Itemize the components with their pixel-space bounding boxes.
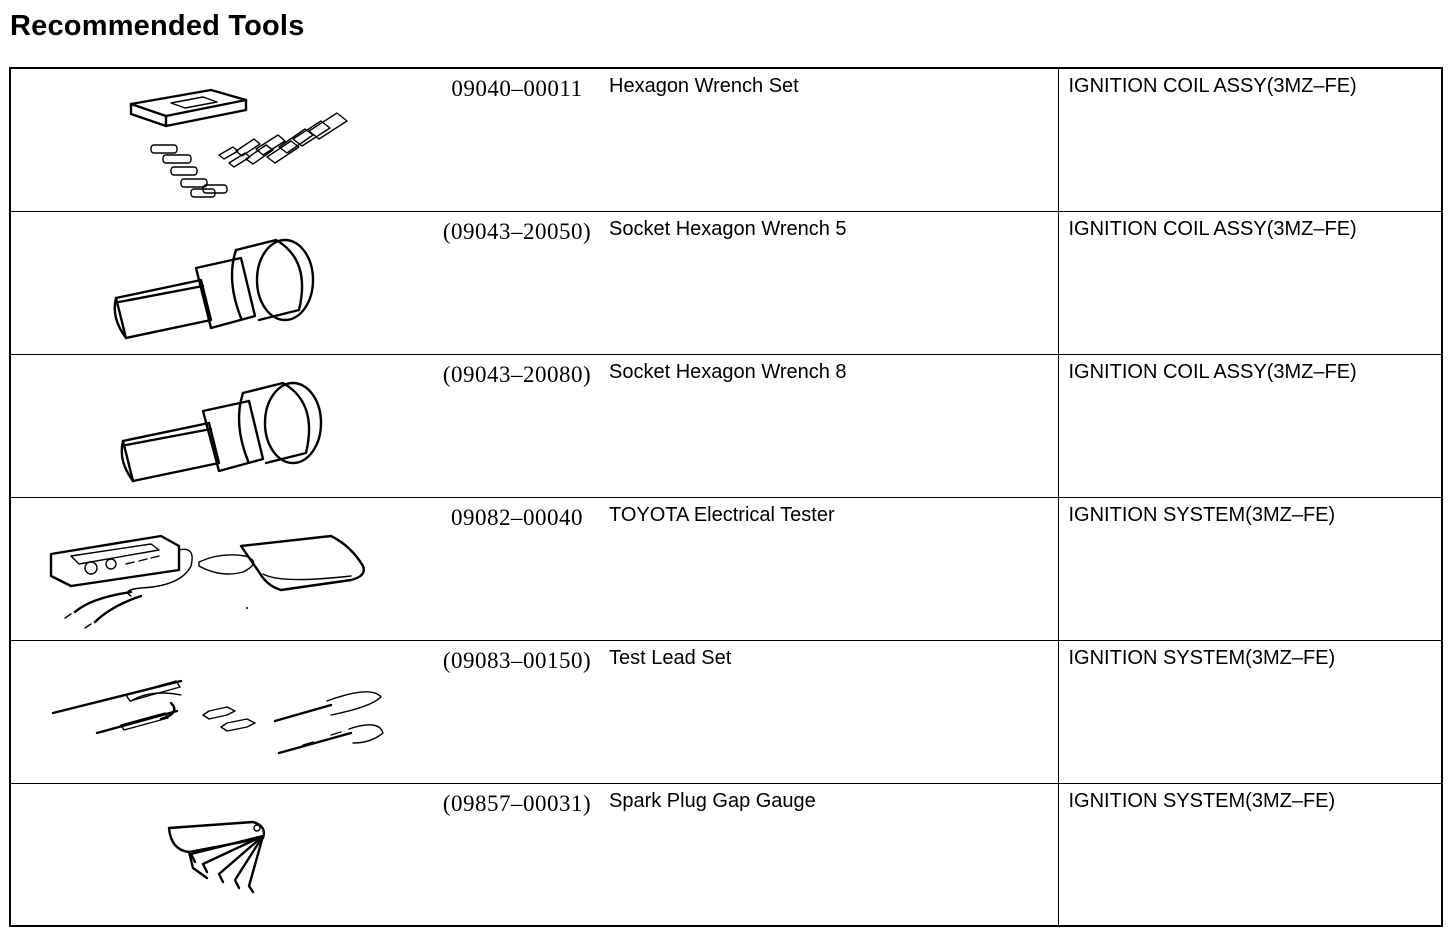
tool-cell <box>10 68 1058 211</box>
tool-name: Spark Plug Gap Gauge <box>609 789 816 812</box>
tool-name: Test Lead Set <box>609 646 732 669</box>
tool-name: Socket Hexagon Wrench 5 <box>609 217 847 240</box>
tool-usage: IGNITION COIL ASSY(3MZ–FE) <box>1068 75 1357 97</box>
usage-cell <box>1058 211 1442 354</box>
tool-cell <box>10 211 1058 354</box>
tool-name: Socket Hexagon Wrench 8 <box>609 360 847 383</box>
tool-usage: IGNITION SYSTEM(3MZ–FE) <box>1068 646 1336 669</box>
hexagon-wrench-set-illustration <box>31 77 411 205</box>
table-row <box>10 211 1442 354</box>
tool-usage: IGNITION COIL ASSY(3MZ–FE) <box>1068 360 1357 383</box>
tool-usage: IGNITION SYSTEM(3MZ–FE) <box>1068 789 1336 812</box>
usage-cell <box>1058 354 1442 497</box>
part-number: (09043–20080) <box>442 361 592 387</box>
usage-cell <box>1058 640 1442 783</box>
part-number: (09043–20050) <box>442 218 592 244</box>
test-lead-set-illustration <box>31 649 411 777</box>
part-number: 09082–00040 <box>451 504 583 530</box>
tool-cell <box>10 497 1058 640</box>
tool-cell <box>10 354 1058 497</box>
part-number: (09083–00150) <box>442 647 592 673</box>
tool-name: Hexagon Wrench Set <box>609 75 799 97</box>
tools-table <box>9 67 1443 927</box>
usage-cell <box>1058 68 1442 211</box>
tool-cell <box>10 783 1058 926</box>
socket-hexagon-wrench-illustration <box>31 363 411 491</box>
table-row <box>10 68 1442 211</box>
tool-cell <box>10 640 1058 783</box>
page-title: Recommended Tools <box>10 10 305 42</box>
tool-name: TOYOTA Electrical Tester <box>609 503 835 526</box>
table-row <box>10 783 1442 926</box>
tool-usage: IGNITION SYSTEM(3MZ–FE) <box>1068 503 1336 526</box>
socket-hexagon-wrench-illustration <box>31 220 411 348</box>
tool-usage: IGNITION COIL ASSY(3MZ–FE) <box>1068 217 1357 240</box>
usage-cell <box>1058 783 1442 926</box>
table-row <box>10 497 1442 640</box>
spark-plug-gap-gauge-illustration <box>31 792 411 920</box>
table-row <box>10 354 1442 497</box>
electrical-tester-illustration <box>31 506 411 634</box>
table-row <box>10 640 1442 783</box>
usage-cell <box>1058 497 1442 640</box>
part-number: 09040–00011 <box>451 76 583 101</box>
part-number: (09857–00031) <box>442 790 592 816</box>
